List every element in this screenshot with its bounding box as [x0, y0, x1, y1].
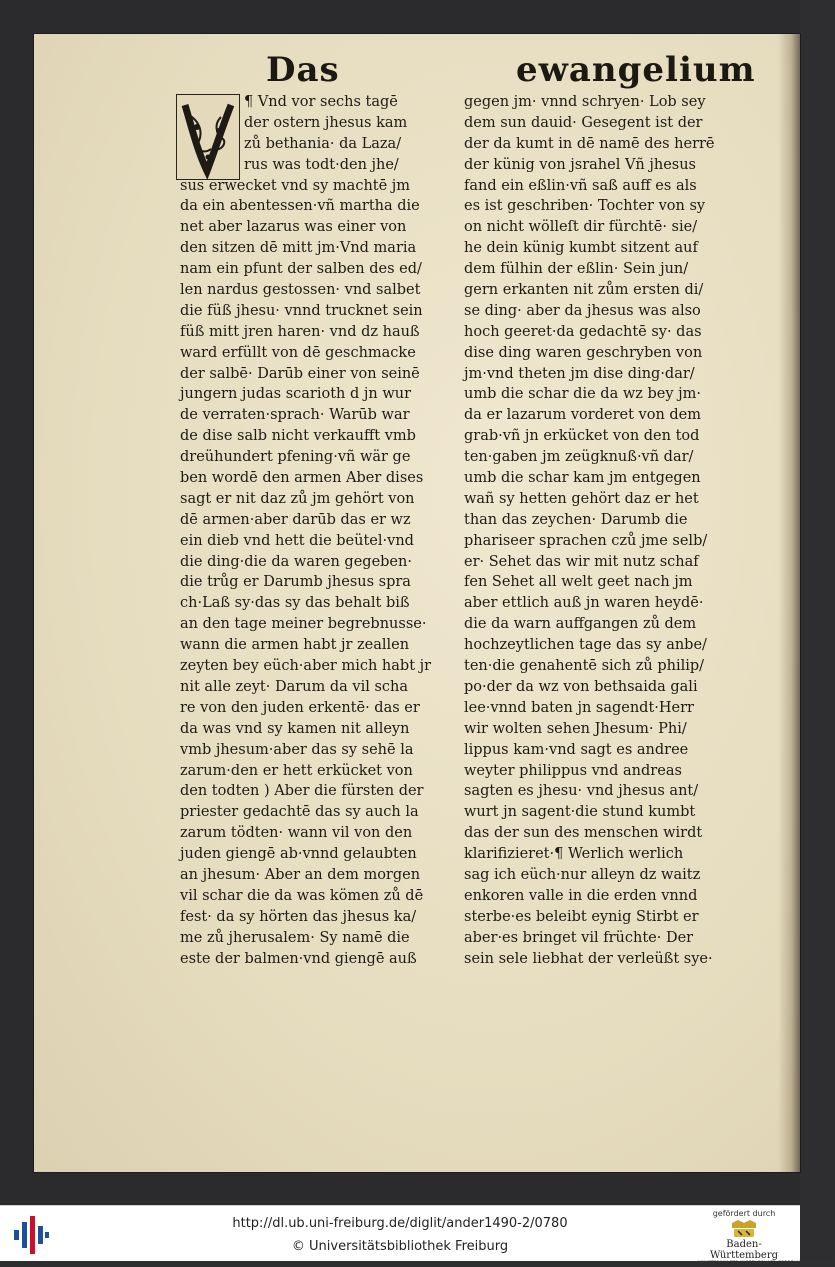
text-line: ein dieb vnd hett die beütel·vnd: [180, 532, 414, 549]
text-line: ten·die genahentē sich zů philip/: [464, 658, 705, 675]
text-line: de dise salb nicht verkaufft vmb: [180, 428, 416, 445]
text-line: nam ein pfunt der salben des ed/: [180, 261, 422, 278]
text-line: he dein künig kumbt sitzent auf: [464, 240, 698, 257]
text-line: zeyten bey eüch·aber mich habt jr: [180, 658, 432, 675]
text-line: weyter philippus vnd andreas: [464, 762, 682, 779]
text-line: fand ein eßlin·vñ saß auff es als: [464, 177, 697, 194]
sponsor-subtitle: MINISTERIUM FÜR WISSENSCHAFT, FORSCHUNG UND KUNST: [698, 1261, 835, 1266]
text-line: aber·es bringet vil früchte· Der: [464, 929, 694, 946]
text-line: sagt er nit daz zů jm gehört von: [180, 490, 415, 507]
text-line: der salbē· Darūb einer von seinē: [180, 365, 420, 382]
text-line: da ein abentessen·vñ martha die: [180, 198, 420, 215]
sponsor-block: [698, 1209, 835, 1267]
text-line: dē armen·aber darūb das er wz: [180, 511, 411, 528]
text-line: rus was todt·den jhe/: [244, 156, 399, 173]
text-line: wañ sy hetten gehört daz er het: [464, 490, 699, 507]
text-line: fen Sehet all welt geet nach jm: [464, 574, 693, 591]
text-line: nit alle zeyt· Darum da vil scha: [180, 678, 409, 695]
text-line: die ding·die da waren gegeben·: [180, 553, 412, 570]
text-line: umb die schar kam jm entgegen: [464, 470, 701, 487]
text-line: an den tage meiner begrebnusse·: [180, 616, 427, 633]
text-line: die trůg er Darumb jhesus spra: [180, 574, 411, 591]
text-line: ten·gaben jm zeügknuß·vñ dar/: [464, 449, 694, 466]
text-line: me zů jherusalem· Sy namē die: [180, 929, 410, 946]
text-line: sag ich eüch·nur alleyn dz waitz: [464, 866, 701, 883]
text-line: hoch geeret·da gedachtē sy· das: [464, 323, 702, 340]
text-line: aber ettlich auß jn waren heydē·: [464, 595, 704, 612]
text-line: umb die schar die da wz bey jm·: [464, 386, 701, 403]
text-line: den todten ) Aber die fürsten der: [180, 783, 424, 800]
text-line: klarifizieret·¶ Werlich werlich: [464, 846, 684, 863]
text-line: lippus kam·vnd sagt es andree: [464, 741, 689, 758]
text-line: po·der da wz von bethsaida gali: [464, 678, 698, 695]
text-line: de verraten·sprach· Warūb war: [180, 407, 410, 424]
text-line: der da kumt in dē namē des herrē: [464, 135, 715, 152]
text-line: zů bethania· da Laza/: [244, 135, 402, 152]
text-line: der ostern jhesus kam: [244, 114, 408, 131]
text-line: gegen jm· vnnd schryen· Lob sey: [464, 94, 706, 110]
text-column-right: [464, 92, 732, 969]
text-line: priester gedachtē das sy auch la: [180, 804, 419, 821]
text-line: juden giengē ab·vnnd gelaubten: [180, 846, 417, 863]
running-head: [34, 44, 800, 94]
text-line: jm·vnd theten jm dise ding·dar/: [464, 365, 695, 382]
text-line: sein sele liebhat der verleüßt sye·: [464, 950, 713, 967]
page-edge-shadow: [778, 34, 800, 1172]
text-line: lee·vnnd baten jn sagendt·Herr: [464, 699, 694, 716]
text-line: on nicht wölleſt dir fürchtē· sie/: [464, 219, 698, 236]
viewer-footer: [0, 1205, 835, 1266]
text-line: er· Sehet das wir mit nutz schaf: [464, 553, 699, 570]
text-line: füß mitt jren haren· vnd dz hauß: [180, 323, 420, 340]
text-line: net aber lazarus was einer von: [180, 219, 407, 236]
text-line: das der sun des menschen wirdt: [464, 825, 703, 842]
text-line: ward erfüllt von dē geschmacke: [180, 344, 416, 361]
text-line: da was vnd sy kamen nit alleyn: [180, 720, 410, 737]
text-line: die da warn auffgangen zů dem: [464, 616, 697, 633]
text-line: da er lazarum vorderet von dem: [464, 407, 701, 424]
text-line: es ist geschriben· Tochter von sy: [464, 198, 706, 215]
text-line: den sitzen dē mitt jm·Vnd maria: [180, 240, 417, 257]
text-line: dem fülhin der eßlin· Sein jun/: [464, 261, 689, 278]
sponsor-label: gefördert durch: [712, 1209, 776, 1218]
text-line: der künig von jsrahel Vñ jhesus: [464, 156, 696, 173]
copyright-notice: © Universitätsbibliothek Freiburg: [291, 1239, 509, 1254]
sponsor-name: Baden-Württemberg: [709, 1239, 779, 1261]
text-line: sagten es jhesu· vnd jhesus ant/: [464, 783, 699, 800]
text-line: este der balmen·vnd giengē auß: [180, 950, 417, 967]
text-line: wurt jn sagent·die stund kumbt: [464, 804, 696, 821]
text-line: dreühundert pfening·vñ wär ge: [180, 449, 411, 466]
text-line: an jhesum· Aber an dem morgen: [180, 866, 421, 883]
text-line: se ding· aber da jhesus was also: [464, 302, 701, 319]
text-line: re von den juden erkentē· das er: [180, 699, 420, 716]
text-line: ¶ Vnd vor sechs tagē: [244, 94, 398, 110]
document-url[interactable]: http://dl.ub.uni-freiburg.de/diglit/ander1490-2/0780: [232, 1216, 568, 1231]
running-head-right: ewangelium: [516, 50, 756, 90]
text-line: zarum tödten· wann vil von den: [180, 825, 413, 842]
text-column-left: [180, 92, 448, 969]
text-line: dise ding waren geschryben von: [464, 344, 703, 361]
text-line: ben wordē den armen Aber dises: [180, 470, 424, 487]
text-line: len nardus gestossen· vnd salbet: [180, 282, 421, 299]
text-line: gern erkanten nit zům ersten di/: [464, 282, 704, 299]
text-line: hochzeytlichen tage das sy anbe/: [464, 637, 707, 654]
text-line: phariseer sprachen czů jme selb/: [464, 532, 708, 549]
book-page: [34, 34, 800, 1172]
text-line: jungern judas scarioth d jn wur: [180, 386, 412, 403]
text-line: than das zeychen· Darumb die: [464, 511, 688, 528]
text-line: grab·vñ jn erkücket von den tod: [464, 428, 700, 445]
bw-crest-icon: [729, 1219, 759, 1239]
text-line: vmb jhesum·aber das sy sehē la: [180, 741, 414, 758]
text-line: ch·Laß sy·das sy das behalt biß: [180, 595, 410, 612]
text-line: wann die armen habt jr zeallen: [180, 637, 410, 654]
text-line: enkoren valle in die erden vnnd: [464, 887, 698, 904]
text-line: die füß jhesu· vnnd trucknet sein: [180, 302, 423, 319]
text-line: wir wolten sehen Jhesum· Phi/: [464, 720, 687, 737]
text-line: sterbe·es beleibt eynig Stirbt er: [464, 908, 699, 925]
text-line: vil schar die da was kömen zů dē: [180, 887, 424, 904]
text-line: sus erwecket vnd sy machtē jm: [180, 177, 411, 194]
text-line: fest· da sy hörten das jhesus ka/: [180, 908, 417, 925]
running-head-left: Das: [266, 50, 340, 90]
text-line: zarum·den er hett erkücket von: [180, 762, 413, 779]
text-line: dem sun dauid· Gesegent ist der: [464, 114, 703, 131]
